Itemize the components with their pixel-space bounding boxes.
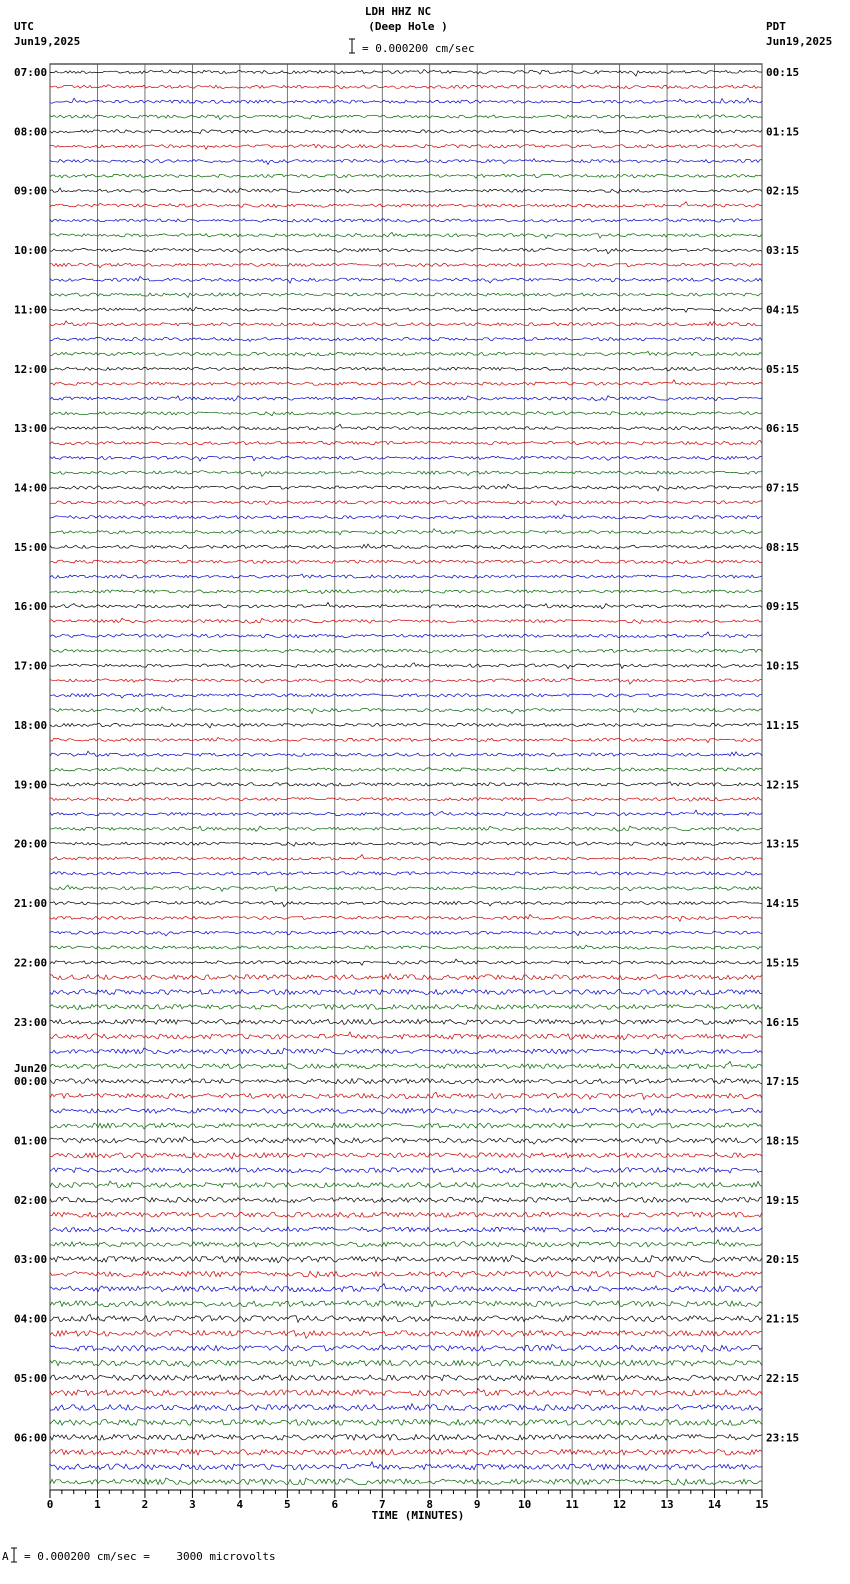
seismic-trace (50, 338, 762, 342)
utc-hour-label: 12:00 (14, 362, 48, 376)
x-axis (47, 1490, 769, 1511)
scale-label: = 0.000200 cm/sec (362, 42, 475, 55)
minute-grid (50, 64, 762, 1490)
utc-hour-label: 21:00 (14, 897, 48, 911)
utc-hour-label: 04:00 (14, 1312, 48, 1326)
utc-hour-label: 19:00 (14, 778, 48, 792)
right-date-label: Jun19,2025 (766, 35, 833, 48)
pdt-hour-label: 10:15 (766, 659, 800, 673)
pdt-hour-label: 13:15 (766, 837, 800, 851)
seismic-trace (50, 901, 762, 907)
date-change-label: Jun20 (14, 1062, 48, 1076)
seismic-trace (50, 1420, 762, 1426)
seismic-trace (50, 1048, 762, 1055)
pdt-hour-label: 02:15 (766, 184, 800, 198)
utc-hour-label: 17:00 (14, 659, 48, 673)
utc-hour-label: 06:00 (14, 1431, 48, 1445)
seismic-trace (50, 1331, 762, 1339)
right-zone-label: PDT (766, 20, 786, 33)
footer-scale-note: = 0.000200 cm/sec = 3000 microvolts (24, 1550, 276, 1563)
utc-hour-label: 02:00 (14, 1193, 48, 1207)
utc-hour-label: 16:00 (14, 600, 48, 614)
pdt-hour-label: 08:15 (766, 540, 800, 554)
pdt-hour-label: 22:15 (766, 1371, 800, 1385)
utc-hour-label: 23:00 (14, 1015, 48, 1029)
seismic-trace (50, 589, 762, 593)
seismic-trace (50, 1462, 762, 1471)
seismic-trace (50, 276, 762, 283)
seismic-trace (50, 737, 762, 742)
seismic-trace (50, 307, 762, 312)
seismic-trace (50, 1212, 762, 1218)
utc-hour-label: 15:00 (14, 540, 48, 554)
utc-hour-label: 07:00 (14, 66, 48, 79)
seismic-trace (50, 618, 762, 623)
x-tick-label: 4 (236, 1498, 244, 1511)
seismic-trace (50, 1004, 762, 1009)
seismic-trace (50, 219, 762, 222)
utc-hour-label: 13:00 (14, 422, 48, 436)
x-tick-label: 6 (331, 1498, 339, 1511)
seismic-trace (50, 602, 762, 608)
seismic-trace (50, 396, 762, 401)
seismic-trace (50, 202, 762, 208)
pdt-hour-label: 12:15 (766, 778, 800, 792)
x-tick-label: 0 (46, 1498, 54, 1511)
seismic-trace (50, 1255, 762, 1262)
seismic-trace (50, 1181, 762, 1188)
utc-hour-label: 03:00 (14, 1253, 48, 1267)
pdt-hour-label: 09:15 (766, 600, 800, 614)
seismic-trace (50, 663, 762, 669)
seismic-trace (50, 188, 762, 193)
pdt-hour-label: 17:15 (766, 1075, 800, 1089)
site-subtitle: (Deep Hole ) (368, 20, 448, 33)
pdt-hour-label: 05:15 (766, 362, 800, 376)
seismic-trace (50, 974, 762, 980)
seismic-trace (50, 98, 762, 103)
x-tick-label: 2 (141, 1498, 149, 1511)
seismic-trace (50, 1404, 762, 1411)
seismic-trace (50, 1137, 762, 1144)
utc-hour-label: 18:00 (14, 718, 48, 732)
plot-frame (50, 64, 762, 1490)
seismic-trace (50, 1108, 762, 1115)
x-tick-label: 8 (426, 1498, 434, 1511)
seismic-trace (50, 70, 762, 77)
seismic-trace (50, 751, 762, 756)
pdt-hour-label: 18:15 (766, 1134, 800, 1148)
seismic-trace (50, 797, 762, 801)
seismic-trace (50, 411, 762, 416)
x-tick-label: 13 (660, 1498, 674, 1511)
utc-hour-labels (14, 66, 47, 1444)
seismic-trace (50, 456, 762, 461)
pdt-hour-label: 21:15 (766, 1312, 800, 1326)
seismic-trace (50, 232, 762, 238)
x-axis-title: TIME (MINUTES) (371, 1509, 465, 1522)
station-title: LDH HHZ NC (364, 5, 432, 18)
seismic-trace (50, 723, 762, 728)
seismic-trace (50, 424, 762, 430)
pdt-hour-label: 01:15 (766, 125, 800, 139)
seismic-trace (50, 159, 762, 165)
seismic-trace (50, 1168, 762, 1173)
x-tick-label: 1 (94, 1498, 101, 1511)
seismic-trace (50, 174, 762, 178)
left-date-label: Jun19,2025 (14, 35, 81, 48)
utc-hour-label: 09:00 (14, 184, 48, 198)
pdt-hour-label: 15:15 (766, 956, 800, 970)
utc-hour-label: 08:00 (14, 125, 48, 139)
seismic-trace (50, 694, 762, 699)
pdt-hour-label: 04:15 (766, 303, 800, 317)
seismic-trace (50, 1153, 762, 1159)
seismic-trace (50, 1434, 762, 1440)
seismic-trace (50, 515, 762, 519)
seismic-trace (50, 649, 762, 652)
x-tick-label: 7 (378, 1498, 386, 1511)
seismic-trace (50, 1123, 762, 1129)
utc-hour-label: 10:00 (14, 244, 48, 258)
x-tick-label: 14 (707, 1498, 722, 1511)
seismic-trace (50, 707, 762, 714)
seismic-trace (50, 351, 762, 356)
utc-hour-label: 14:00 (14, 481, 48, 495)
footer-mark: A (2, 1550, 9, 1563)
x-tick-label: 10 (518, 1498, 532, 1511)
seismic-trace (50, 130, 762, 134)
utc-hour-label: 20:00 (14, 837, 48, 851)
pdt-hour-label: 14:15 (766, 897, 800, 911)
seismic-trace (50, 1227, 762, 1232)
seismic-trace (50, 872, 762, 876)
seismic-trace (50, 144, 762, 149)
seismic-trace (50, 1449, 762, 1455)
seismic-trace (50, 471, 762, 477)
seismic-trace (50, 1061, 762, 1068)
seismic-trace (50, 1079, 762, 1084)
seismic-trace (50, 959, 762, 965)
pdt-hour-label: 20:15 (766, 1253, 800, 1267)
seismic-trace (50, 855, 762, 861)
seismic-trace (50, 263, 762, 268)
x-tick-label: 15 (755, 1498, 769, 1511)
trace-group (50, 70, 762, 1486)
seismic-trace (50, 501, 762, 506)
utc-hour-label: 11:00 (14, 303, 48, 317)
seismic-trace (50, 885, 762, 891)
scale-bar-icon (349, 39, 355, 53)
x-tick-label: 9 (473, 1498, 481, 1511)
seismic-trace (50, 484, 762, 491)
seismic-trace (50, 990, 762, 996)
seismic-trace (50, 529, 762, 535)
seismic-trace (50, 574, 762, 578)
pdt-hour-labels (766, 66, 799, 1444)
seismic-trace (50, 1389, 762, 1396)
seismic-trace (50, 1301, 762, 1307)
seismic-trace (50, 826, 762, 831)
seismic-trace (50, 1360, 762, 1367)
seismic-trace (50, 1019, 762, 1024)
seismic-trace (50, 248, 762, 254)
seismic-trace (50, 1197, 762, 1202)
pdt-hour-label: 11:15 (766, 718, 800, 732)
seismic-trace (50, 842, 762, 847)
seismic-trace (50, 115, 762, 120)
seismic-trace (50, 782, 762, 787)
seismic-trace (50, 440, 762, 445)
pdt-hour-label: 19:15 (766, 1193, 800, 1207)
seismic-trace (50, 85, 762, 89)
x-tick-label: 12 (612, 1498, 627, 1511)
utc-hour-label: 22:00 (14, 956, 48, 970)
x-tick-label: 11 (565, 1498, 579, 1511)
utc-hour-label: 01:00 (14, 1134, 48, 1148)
pdt-hour-label: 06:15 (766, 422, 800, 436)
seismic-trace (50, 1314, 762, 1322)
seismic-trace (50, 632, 762, 638)
seismic-trace (50, 1271, 762, 1277)
seismic-trace (50, 367, 762, 371)
seismic-trace (50, 931, 762, 936)
footer-scale-bar-icon (11, 1548, 17, 1562)
left-zone-label: UTC (14, 20, 34, 33)
seismic-trace (50, 1345, 762, 1353)
seismic-trace (50, 945, 762, 949)
seismic-trace (50, 1284, 762, 1292)
pdt-hour-label: 03:15 (766, 244, 800, 258)
utc-hour-label: 00:00 (14, 1075, 48, 1089)
seismic-trace (50, 915, 762, 922)
pdt-hour-label: 23:15 (766, 1431, 800, 1445)
pdt-hour-label: 07:15 (766, 481, 800, 495)
seismic-trace (50, 1375, 762, 1381)
seismic-trace (50, 544, 762, 549)
seismic-trace (50, 1478, 762, 1485)
pdt-hour-label: 16:15 (766, 1015, 800, 1029)
seismic-trace (50, 293, 762, 298)
seismic-trace (50, 1032, 762, 1040)
pdt-hour-label: 00:15 (766, 66, 800, 79)
utc-hour-label: 05:00 (14, 1371, 48, 1385)
seismic-trace (50, 1240, 762, 1247)
x-tick-label: 5 (284, 1498, 291, 1511)
seismic-trace (50, 321, 762, 326)
x-tick-label: 3 (189, 1498, 196, 1511)
seismic-trace (50, 768, 762, 772)
seismic-trace (50, 678, 762, 684)
seismic-trace (50, 810, 762, 816)
seismic-trace (50, 1092, 762, 1099)
seismic-trace (50, 560, 762, 564)
seismic-trace (50, 380, 762, 385)
